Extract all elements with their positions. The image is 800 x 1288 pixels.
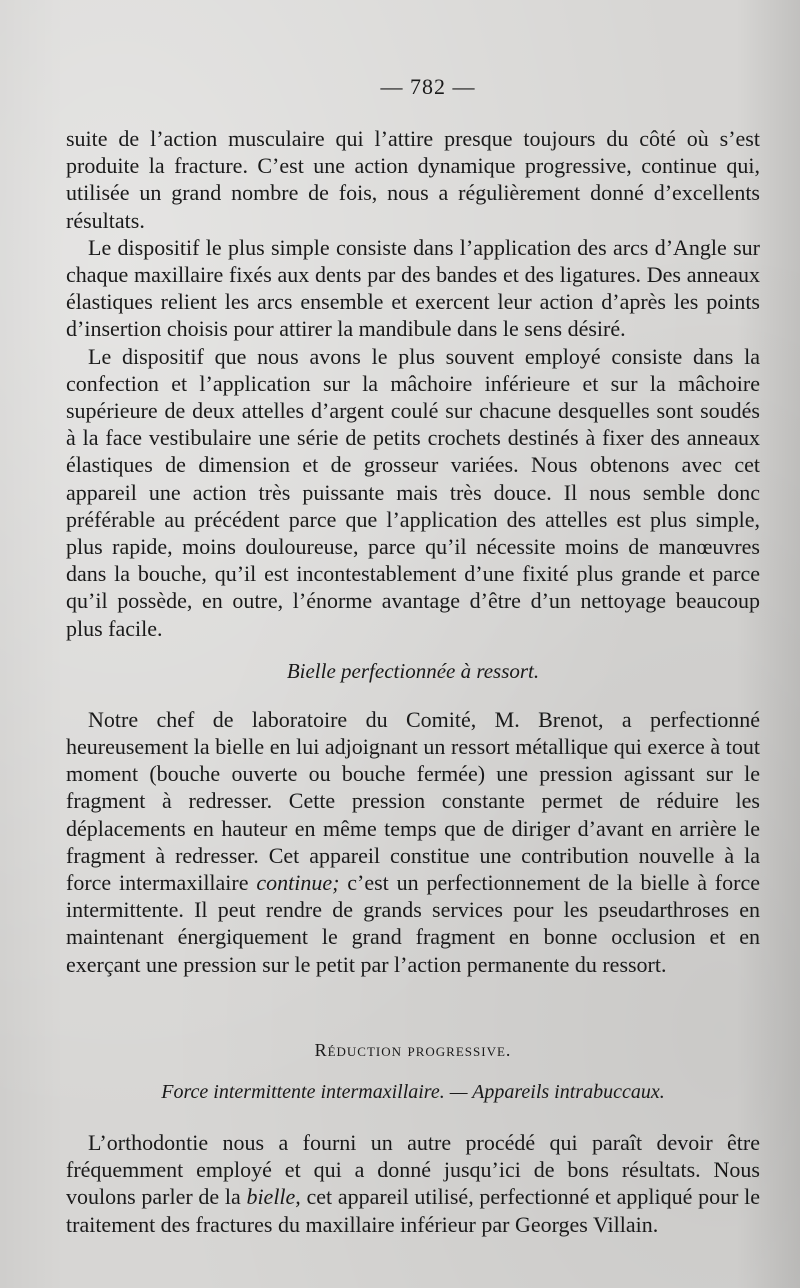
page-number: — 782 — <box>380 74 476 99</box>
paragraph-brenot-spring <box>66 706 760 978</box>
text-run: c’est un perfectionnement de la bielle à force intermittente. Il peut rendre de grands services pour les pseudarthroses en maintenant énergiquement le grand fragment en bonne occlusion et en exerçant une pression sur le petit par l’action permanente du ressort. <box>66 870 760 977</box>
emphasis-continue: continue; <box>256 870 340 896</box>
emphasis-bielle: bielle, <box>246 1184 301 1210</box>
book-page <box>66 74 760 1238</box>
paragraph-continuation: suite de l’action musculaire qui l’attire presque toujours du côté où s’est produite la fracture. C’est une action dynamique progressive, continue qui, utilisée un grand nombre de fois, nous a régulièrement donné d’excellents résultats. <box>66 126 760 233</box>
section-heading-spring-rod: Bielle perfectionnée à ressort. <box>286 658 540 683</box>
section-subheading-intermaxillary: Force intermittente intermaxillaire. — Appareils intrabuccaux. <box>161 1080 665 1103</box>
section-heading-progressive-reduction: Réduction progressive. <box>314 1039 512 1060</box>
text-run: cet appareil utilisé, perfectionné et appliqué pour le traitement des fractures du maxillaire inférieur par Georges Villain. <box>66 1184 760 1237</box>
paragraph-silver-splints: Le dispositif que nous avons le plus souvent employé consiste dans la confection et l’application sur la mâchoire inférieure et sur la mâchoire supérieure de deux attelles d’argent coulé sur chacune desquelles sont soudés à la face vestibulaire une série de petits crochets destinés à fixer des anneaux élastiques de dimension et de grosseur variées. Nous obtenons avec cet appareil une action très puissante mais très douce. Il nous semble donc préférable au précédent parce que l’application des attelles est plus simple, plus rapide, moins douloureuse, parce qu’il nécessite moins de manœuvres dans la bouche, qu’il est incontestablement d’une fixité plus grande et parce qu’il possède, en outre, l’énorme avantage d’être d’un nettoyage beaucoup plus facile. <box>66 343 760 641</box>
text-run: L’orthodontie nous a fourni un autre procédé qui paraît devoir être fréquemment employé et qui a donné jusqu’ici de bons résultats. Nous voulons parler de la <box>66 1129 760 1210</box>
paragraph-angle-arcs: Le dispositif le plus simple consiste dans l’application des arcs d’Angle sur chaque maxillaire fixés aux dents par des bandes et des ligatures. Des anneaux élastiques relient les arcs ensemble et exercent leur action d’après les points d’insertion choisis pour attirer la mandibule dans le sens désiré. <box>66 234 760 342</box>
text-run: Notre chef de laboratoire du Comité, M. Brenot, a perfectionné heureusement la bielle en lui adjoignant un ressort métallique qui exerce à tout moment (bouche ouverte ou bouche fermée) une pression agissant sur le fragment à redresser. Cette pression constante permet de réduire les déplacements en hauteur en même temps que de diriger d’avant en arrière le fragment à redresser. Cet appareil constitue une contribution nouvelle à la force intermaxillaire <box>66 706 760 896</box>
paragraph-orthodontics <box>66 1129 760 1238</box>
